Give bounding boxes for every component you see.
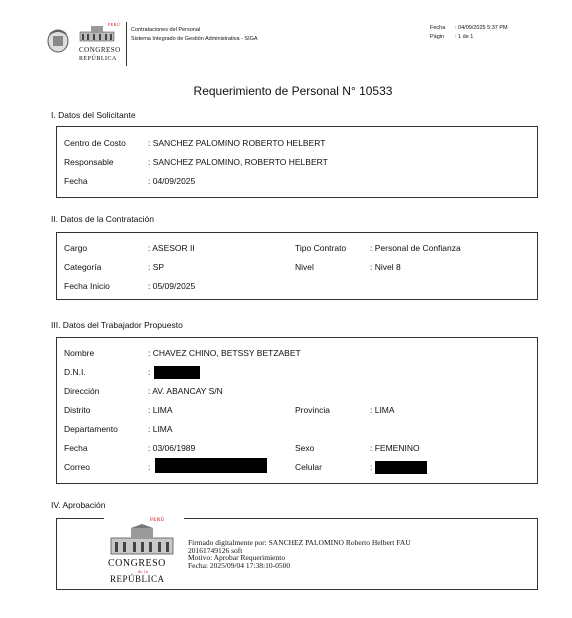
section3-value-nombre: : CHAVEZ CHINO, BETSSY BETZABET [148, 348, 301, 358]
header-pagina-label: Págin [430, 34, 445, 40]
section3-value-departamento: : LIMA [148, 424, 173, 434]
redacted-dni [154, 366, 200, 379]
section1-label-centro: Centro de Costo [64, 138, 126, 148]
section3-label-distrito: Distrito [64, 405, 91, 415]
logo-congreso: CONGRESO [79, 46, 121, 54]
section1-value-fecha: : 04/09/2025 [148, 176, 196, 186]
redacted-celular [375, 461, 427, 474]
section2-value-nivel: : Nivel 8 [370, 262, 401, 272]
signature-line1: Firmado digitalmente por: SANCHEZ PALOMINO Roberto Helbert FAU [188, 538, 411, 547]
section3-label-direccion: Dirección [64, 386, 100, 396]
logo-republica: REPÚBLICA [79, 56, 117, 62]
section3-value-provincia: : LIMA [370, 405, 395, 415]
section2-label-cargo: Cargo [64, 243, 88, 253]
section2-value-cargo: : ASESOR II [148, 243, 195, 253]
section3-value-fecha: : 03/06/1989 [148, 443, 196, 453]
section3-label-departamento: Departamento [64, 424, 118, 434]
section2-heading: II. Datos de la Contratación [51, 214, 155, 224]
signature-logo [104, 516, 184, 588]
sig-logo-peru: PERÚ [150, 518, 165, 523]
section3-label-dni: D.N.I. [64, 367, 86, 377]
section3-label-fecha: Fecha [64, 443, 88, 453]
signature-text [188, 539, 411, 569]
header-logo [46, 22, 124, 66]
header-pagina-value: : 1 de 1 [455, 34, 474, 40]
page-title: Requerimiento de Personal N° 10533 [193, 84, 393, 98]
section2-label-tipo: Tipo Contrato [295, 243, 347, 253]
header-divider [126, 22, 127, 66]
section3-heading: III. Datos del Trabajador Propuesto [51, 320, 183, 330]
section2-value-tipo: : Personal de Confianza [370, 243, 461, 253]
signature-line3: Motivo: Aprobar Requerimiento [188, 553, 286, 562]
coat-of-arms-icon [46, 28, 70, 54]
sig-logo-dela: de la [138, 569, 149, 574]
section3-value-sexo: : FEMENINO [370, 443, 420, 453]
header-line2: Sistema Integrado de Gestión Administrativa - SIGA [131, 36, 258, 42]
section3-label-correo: Correo [64, 462, 90, 472]
section3-value-direccion: : AV. ABANCAY S/N [148, 386, 223, 396]
section2-label-inicio: Fecha Inicio [64, 281, 110, 291]
section3-value-celular: : [370, 462, 373, 472]
signature-line2: 20161749126 soft [188, 545, 243, 555]
section4-heading: IV. Aprobación [51, 500, 106, 510]
sig-logo-republica: REPÚBLICA [110, 574, 165, 584]
section3-label-celular: Celular [295, 462, 322, 472]
section1-label-fecha: Fecha [64, 176, 88, 186]
redacted-correo [155, 458, 267, 473]
section3-value-correo: : [148, 462, 151, 472]
logo-peru: PERÚ [108, 22, 121, 27]
section2-value-inicio: : 05/09/2025 [148, 281, 196, 291]
section3-label-nombre: Nombre [64, 348, 95, 358]
section1-value-responsable: : SANCHEZ PALOMINO, ROBERTO HELBERT [148, 157, 328, 167]
signature-line4: Fecha: 2025/09/04 17:38:10-0500 [188, 560, 291, 570]
section1-value-centro: : SANCHEZ PALOMINO ROBERTO HELBERT [148, 138, 326, 148]
section2-label-nivel: Nivel [295, 262, 314, 272]
header-fecha-value: : 04/09/2025 5:37 PM [455, 25, 508, 31]
section1-label-responsable: Responsable [64, 157, 114, 167]
section2-value-categoria: : SP [148, 262, 165, 272]
section2-label-categoria: Categoría [64, 262, 102, 272]
section3-value-distrito: : LIMA [148, 405, 173, 415]
section3-value-dni: : [148, 367, 151, 377]
header-fecha-label: Fecha [430, 25, 446, 31]
section1-heading: I. Datos del Solicitante [51, 110, 136, 120]
sig-logo-congreso: CONGRESO [108, 558, 166, 569]
sig-congress-building-icon [109, 524, 175, 556]
section3-label-sexo: Sexo [295, 443, 315, 453]
header-line1: Contrataciones del Personal [131, 27, 201, 33]
section3-label-provincia: Provincia [295, 405, 330, 415]
